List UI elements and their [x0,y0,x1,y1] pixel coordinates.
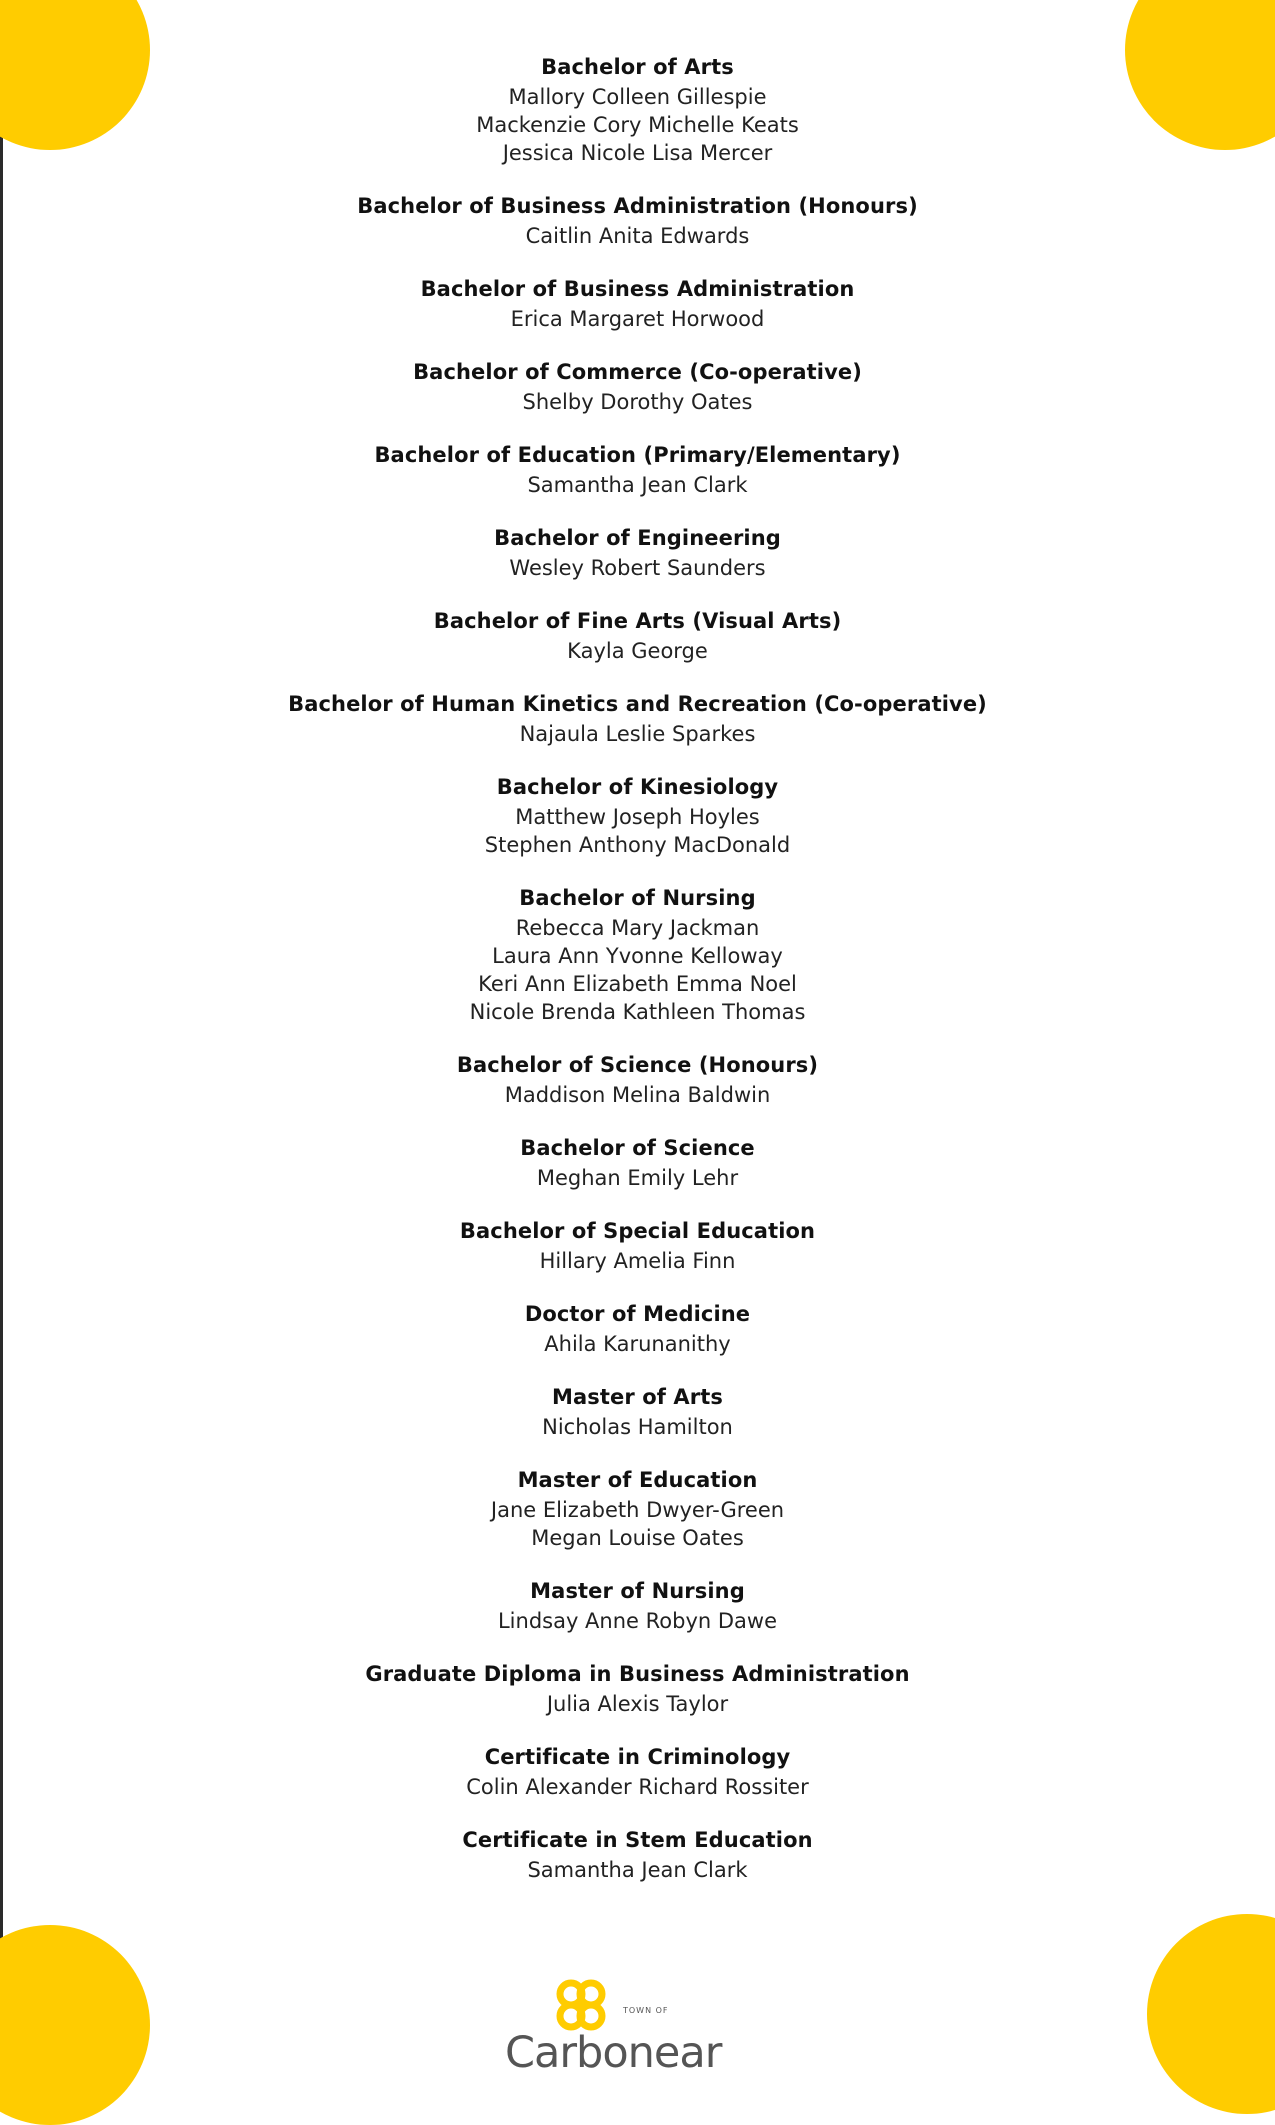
degree-heading: Bachelor of Arts [541,55,734,79]
degree-section [0,1298,1275,1358]
graduate-name: Mackenzie Cory Michelle Keats [476,113,799,137]
graduate-name: Shelby Dorothy Oates [522,390,753,414]
degree-section [0,1658,1275,1718]
degree-heading: Bachelor of Human Kinetics and Recreation (Co-operative) [288,692,987,716]
degree-section [0,1824,1275,1884]
graduate-name: Meghan Emily Lehr [536,1166,739,1190]
degree-heading: Master of Education [517,1468,758,1492]
degree-heading: Certificate in Criminology [484,1745,791,1769]
degree-section [0,1132,1275,1192]
graduate-name: Julia Alexis Taylor [546,1692,729,1716]
degree-section [0,1215,1275,1275]
degree-heading: Doctor of Medicine [524,1302,751,1326]
degree-heading: Master of Nursing [530,1579,745,1603]
graduate-name: Jane Elizabeth Dwyer-Green [490,1498,785,1522]
graduate-name: Mallory Colleen Gillespie [508,85,767,109]
graduate-name: Samantha Jean Clark [527,473,748,497]
graduate-name: Matthew Joseph Hoyles [515,805,760,829]
degree-section [0,605,1275,665]
degree-heading: Bachelor of Education (Primary/Elementary) [374,443,901,467]
graduate-name: Nicole Brenda Kathleen Thomas [469,1000,806,1024]
logo-town-name: Carbonear [505,2028,722,2078]
degree-heading: Bachelor of Fine Arts (Visual Arts) [433,609,842,633]
degree-heading: Bachelor of Engineering [494,526,781,550]
graduate-name: Caitlin Anita Edwards [525,224,750,248]
graduate-name: Samantha Jean Clark [527,1858,748,1882]
degree-heading: Bachelor of Science (Honours) [456,1053,819,1077]
graduate-name: Rebecca Mary Jackman [515,916,760,940]
degree-heading: Certificate in Stem Education [462,1828,813,1852]
graduate-name: Stephen Anthony MacDonald [484,833,791,857]
graduate-name: Colin Alexander Richard Rossiter [466,1775,809,1799]
logo-town-of: TOWN OF [623,2006,669,2015]
degree-section [0,1381,1275,1441]
degree-section [0,190,1275,250]
degree-section [0,522,1275,582]
degree-heading: Bachelor of Commerce (Co-operative) [413,360,862,384]
degree-section [0,439,1275,499]
degree-section [0,771,1275,859]
town-logo [497,1972,737,2090]
degree-heading: Master of Arts [552,1385,723,1409]
degree-heading: Bachelor of Special Education [459,1219,816,1243]
graduate-name: Megan Louise Oates [531,1526,744,1550]
degree-heading: Bachelor of Kinesiology [496,775,779,799]
graduate-name: Laura Ann Yvonne Kelloway [492,944,783,968]
degree-heading: Bachelor of Nursing [519,886,756,910]
graduate-name: Keri Ann Elizabeth Emma Noel [478,972,797,996]
degree-section [0,1049,1275,1109]
degree-section [0,882,1275,1026]
degree-section [0,356,1275,416]
graduate-name: Nicholas Hamilton [542,1415,733,1439]
graduate-name: Hillary Amelia Finn [539,1249,736,1273]
degree-heading: Bachelor of Science [520,1136,755,1160]
degree-section [0,1741,1275,1801]
graduate-name: Ahila Karunanithy [544,1332,731,1356]
degree-heading: Bachelor of Business Administration [420,277,855,301]
degree-heading: Bachelor of Business Administration (Honours) [357,194,918,218]
graduate-name: Kayla George [567,639,708,663]
graduate-name: Lindsay Anne Robyn Dawe [497,1609,778,1633]
corner-circle-bottom-right [1147,1914,1275,2114]
graduate-name: Wesley Robert Saunders [509,556,766,580]
degree-section [0,1575,1275,1635]
degree-section [0,273,1275,333]
flower-logo-icon [551,1976,611,2034]
degree-heading: Graduate Diploma in Business Administration [365,1662,910,1686]
graduate-name: Erica Margaret Horwood [510,307,765,331]
degree-section [0,51,1275,167]
graduates-list [0,51,1275,1907]
degree-section [0,1464,1275,1552]
graduate-name: Najaula Leslie Sparkes [519,722,756,746]
degree-section [0,688,1275,748]
graduate-name: Maddison Melina Baldwin [504,1083,771,1107]
corner-circle-bottom-left [0,1925,150,2125]
graduate-name: Jessica Nicole Lisa Mercer [502,141,773,165]
